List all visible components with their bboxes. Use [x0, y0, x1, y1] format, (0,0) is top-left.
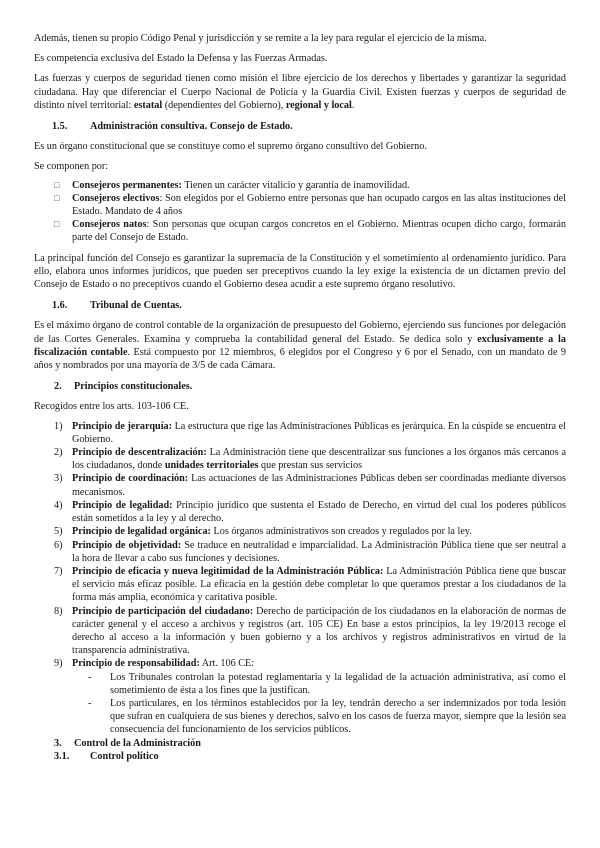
heading-1-6: 1.6. Tribunal de Cuentas.: [52, 300, 182, 312]
list-item: □ Consejeros natos: Son personas que ocupan cargos concretos en el Gobierno. Mientras ocupen dicho cargo, formarán parte del Consejo de Estado.: [54, 219, 566, 244]
list-item: 9) Principio de responsabilidad: Art. 106 CE:: [54, 658, 255, 670]
list-item: 6) Principio de objetividad: Se traduce en neutralidad e imparcialidad. La Administración Pública tiene que ser neutral a la hora de llevar a cabo sus funciones y decisiones.: [54, 539, 566, 564]
paragraph-fuerzas-seguridad: Las fuerzas y cuerpos de seguridad tienen como misión el libre ejercicio de los derechos y libertades y garantizar la seguridad ciudadana. Hay que diferenciar el Cuerpo Nacional de Policía y la Guardia Civil. Existen fuerzas y cuerpos de seguridad de distinto nivel territorial: estatal (dependientes del Gobierno), regional y local.: [34, 73, 566, 111]
list-item: - Los Tribunales controlan la potestad reglamentaria y la legalidad de la actuación administrativa, así como el sometimiento de ésta a los fines que la justifican.: [88, 671, 566, 696]
list-item: 1) Principio de jerarquía: La estructura que rige las Administraciones Públicas es jerárquica. En la cúspide se encuentra el Gobierno.: [54, 420, 566, 445]
list-item: 4) Principio de legalidad: Principio jurídico que sustenta el Estado de Derecho, en virtud del cual los poderes públicos están sometidos a la ley y al derecho.: [54, 499, 566, 525]
list-item: 3) Principio de coordinación: Las actuaciones de las Administraciones Públicas deben ser coordinadas mediante diversos mecanismos.: [54, 473, 566, 498]
checkbox-bullet-icon: □: [54, 179, 60, 190]
paragraph-componen: Se componen por:: [34, 161, 109, 173]
principios-list: [34, 420, 566, 737]
list-item: 8) Principio de participación del ciudadano: Derecho de participación de los ciudadanos en la elaboración de normas de carácter general y el acceso a archivos y registros (art. 105 CE) En base a estos principios, la ley 19/2013 recoge el derecho al acceso a la información y buen gobierno y a los archivos y registros administrativos en virtud de la transparencia administrativa.: [54, 605, 566, 657]
paragraph-funcion-consejo: La principal función del Consejo es garantizar la supremacía de la Constitución y el sometimiento al ordenamiento jurídico. Para ello, elabora unos informes jurídicos, que pueden ser preceptivos cuando la ley exige la existencia de un dictamen previo del Consejo de Estado o no preceptivos cuando el Gobierno desea acudir a este supremo órgano resolutivo.: [34, 252, 566, 291]
paragraph-recogidos: Recogidos entre los arts. 103-106 CE.: [34, 401, 189, 413]
dash-bullet: -: [88, 697, 92, 709]
checkbox-bullet-icon: □: [54, 219, 60, 230]
heading-1-5: 1.5. Administración consultiva. Consejo de Estado.: [52, 121, 293, 133]
list-item: - Los particulares, en los términos establecidos por la ley, tendrán derecho a ser indemnizados por toda lesión que sufran en cualquiera de sus bienes y derechos, salvo en los casos de fuerza mayor, siempre que la lesión sea consecuencia del funcionamiento de los servicios públicos.: [88, 697, 566, 736]
paragraph-competencia: Es competencia exclusiva del Estado la Defensa y las Fuerzas Armadas.: [34, 53, 328, 65]
consejeros-list: [34, 179, 566, 245]
list-item: 7) Principio de eficacia y nueva legitimidad de la Administración Pública: La Administración Pública tiene que buscar el servicio más eficaz posible. La eficacia en la gestión debe completar lo que queramos prestar a los ciudadanos de la forma más amplia, económica y caritativa posible.: [54, 565, 567, 604]
list-item: 5) Principio de legalidad orgánica: Los órganos administrativos son creados y regulados por la ley.: [54, 526, 472, 538]
paragraph-organo: Es un órgano constitucional que se constituye como el supremo órgano consultivo del Gobierno.: [34, 141, 427, 153]
checkbox-bullet-icon: □: [54, 192, 60, 203]
list-item: □ Consejeros permanentes: Tienen un carácter vitalicio y garantía de inamovilidad.: [54, 179, 410, 191]
heading-2: 2. Principios constitucionales.: [54, 381, 193, 393]
paragraph-codigo-penal: Además, tienen su propio Código Penal y jurisdicción y se remite a la ley para regular el ejercicio de la misma.: [34, 33, 487, 44]
heading-3: 3. Control de la Administración: [54, 737, 201, 749]
list-item: 2) Principio de descentralización: La Administración tiene que descentralizar sus funciones a los órganos más cercanos a los ciudadanos, donde unidades territoriales que prestan sus servicios: [54, 447, 566, 472]
paragraph-tribunal-cuentas: Es el máximo órgano de control contable de la organización de presupuesto del Gobierno, ejerciendo sus funciones por delegación de las Cortes Generales. Examina y comprueba la contabilidad general del Estado. Se dedica solo y exclusivamente a la fiscalización contable. Está compuesto por 12 miembros, 6 elegidos por el Congreso y 6 por el Senado, con un mandato de 9 años y nombrados por una mayoría de 3/5 de cada Cámara.: [34, 320, 567, 372]
heading-3-1: 3.1. Control político: [54, 750, 159, 762]
dash-bullet: -: [88, 671, 92, 683]
list-item: □ Consejeros electivos: Son elegidos por el Gobierno entre personas que han ocupado cargos en las altas instituciones del Estado. Mandato de 4 años: [54, 192, 567, 218]
